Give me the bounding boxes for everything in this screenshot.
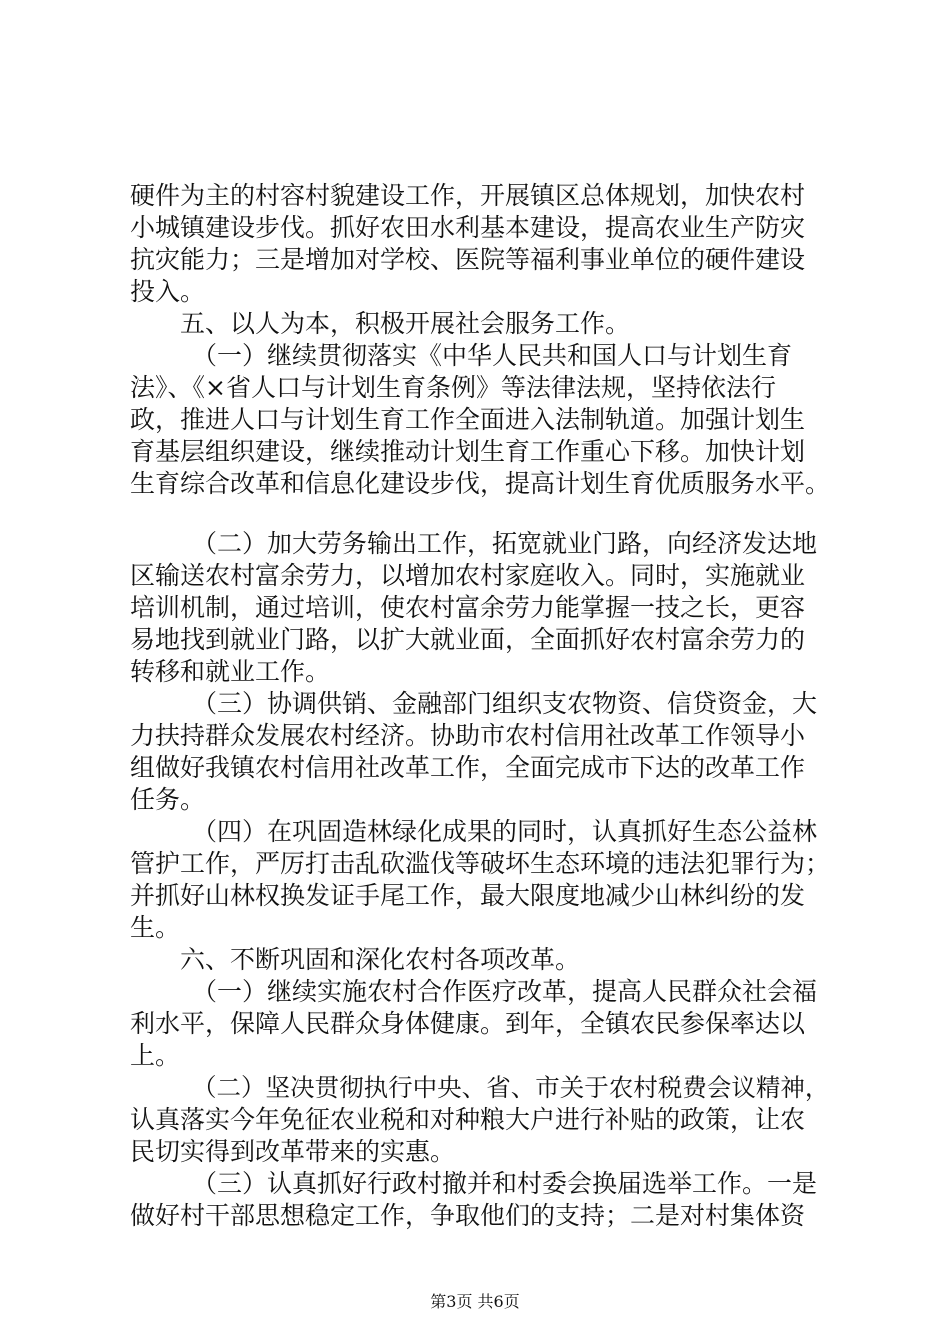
page-number-footer: 第3页 共6页 — [430, 1292, 520, 1311]
text-line: （一）继续实施农村合作医疗改革，提高人民群众社会福 — [192, 977, 818, 1006]
section-heading: 六、不断巩固和深化农村各项改革。 — [180, 945, 581, 974]
text-line: 认真落实今年免征农业税和对种粮大户进行补贴的政策，让农 — [130, 1105, 806, 1134]
text-line: 投入。 — [130, 277, 206, 306]
text-line: 政，推进人口与计划生育工作全面进入法制轨道。加强计划生 — [130, 405, 806, 434]
text-line: 区输送农村富余劳力，以增加农村家庭收入。同时，实施就业 — [130, 561, 806, 590]
text-line: 做好村干部思想稳定工作，争取他们的支持；二是对村集体资 — [130, 1201, 806, 1230]
text-line: （二）加大劳务输出工作，拓宽就业门路，向经济发达地 — [192, 529, 818, 558]
text-line: 育基层组织建设，继续推动计划生育工作重心下移。加快计划 — [130, 437, 806, 466]
text-line: （一）继续贯彻落实《中华人民共和国人口与计划生育 — [192, 341, 793, 370]
text-line: 并抓好山林权换发证手尾工作，最大限度地减少山林纠纷的发 — [130, 881, 806, 910]
text-line: （三）协调供销、金融部门组织支农物资、信贷资金，大 — [192, 689, 818, 718]
text-line: 民切实得到改革带来的实惠。 — [130, 1137, 456, 1166]
text-line: 法》、《×省人口与计划生育条例》等法律法规，坚持依法行 — [130, 373, 776, 402]
text-line: 硬件为主的村容村貌建设工作，开展镇区总体规划，加快农村 — [130, 181, 806, 210]
text-line: 小城镇建设步伐。抓好农田水利基本建设，提高农业生产防灾 — [130, 213, 806, 242]
text-line: 生育综合改革和信息化建设步伐，提高计划生育优质服务水平。 — [130, 469, 831, 498]
text-line: 抗灾能力；三是增加对学校、医院等福利事业单位的硬件建设 — [130, 245, 806, 274]
text-line: 组做好我镇农村信用社改革工作，全面完成市下达的改革工作 — [130, 753, 806, 782]
text-line: （四）在巩固造林绿化成果的同时，认真抓好生态公益林 — [192, 817, 818, 846]
text-line: 转移和就业工作。 — [130, 657, 331, 686]
text-line: 生。 — [130, 913, 181, 942]
text-line: 上。 — [130, 1041, 181, 1070]
text-line: （三）认真抓好行政村撤并和村委会换届选举工作。一是 — [192, 1169, 818, 1198]
text-line: 培训机制，通过培训，使农村富余劳力能掌握一技之长，更容 — [130, 593, 806, 622]
text-line: 利水平，保障人民群众身体健康。到年，全镇农民参保率达以 — [130, 1009, 806, 1038]
text-line: （二）坚决贯彻执行中央、省、市关于农村税费会议精神， — [192, 1073, 830, 1102]
text-line: 管护工作，严厉打击乱砍滥伐等破坏生态环境的违法犯罪行为； — [130, 849, 831, 878]
section-heading: 五、以人为本，积极开展社会服务工作。 — [180, 309, 631, 338]
text-line: 力扶持群众发展农村经济。协助市农村信用社改革工作领导小 — [130, 721, 806, 750]
text-line: 任务。 — [130, 785, 206, 814]
text-line: 易地找到就业门路，以扩大就业面，全面抓好农村富余劳力的 — [130, 625, 806, 654]
